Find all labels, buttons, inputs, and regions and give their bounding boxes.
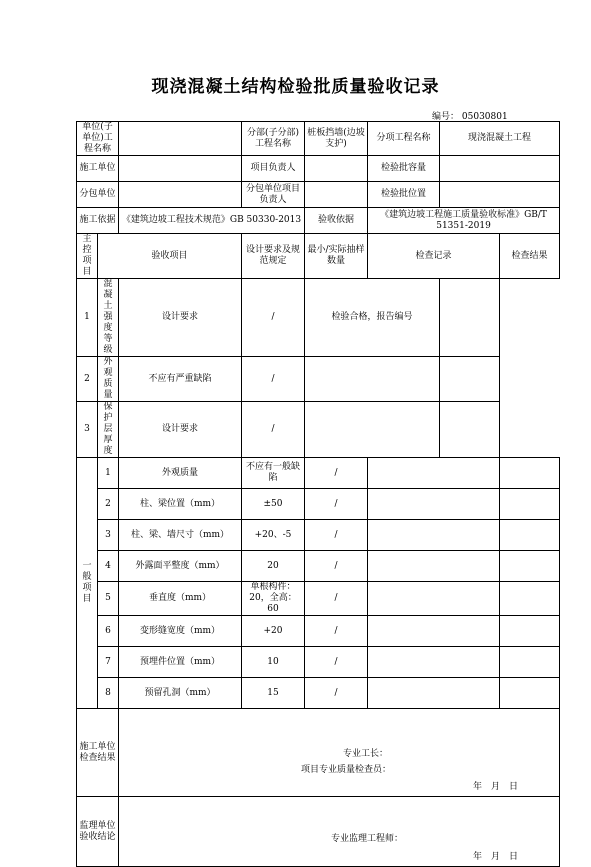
item-requirement: 不应有严重缺陷 [119, 357, 242, 402]
page-title: 现浇混凝土结构检验批质量验收记录 [151, 77, 440, 97]
item-number: 2 [98, 489, 119, 520]
construction-check-area[interactable] [119, 709, 560, 797]
item-sample-count[interactable]: / [305, 520, 368, 551]
item-check-record[interactable] [368, 520, 500, 551]
item-check-record[interactable] [368, 616, 500, 647]
item-check-result[interactable] [440, 279, 500, 357]
construction-check-label: 施工单位检查结果 [77, 709, 119, 797]
item-number: 4 [98, 551, 119, 582]
accept-basis-value: 《建筑边坡工程施工质量验收标准》GB/T 51351-2019 [368, 208, 560, 234]
capacity-value[interactable] [440, 156, 560, 182]
pm-value[interactable] [305, 156, 368, 182]
unit-label: 单位(子单位)工程名称 [77, 122, 119, 156]
item-requirement: ±50 [242, 489, 305, 520]
item-name: 外露面平整度（mm） [119, 551, 242, 582]
engineer-signature-label: 专业监理工程师： [331, 834, 404, 844]
item-name: 变形缝宽度（mm） [119, 616, 242, 647]
inspection-form [76, 121, 560, 867]
code-value: 05030801 [461, 112, 508, 122]
table-row [77, 616, 560, 647]
subcontractor-label: 分包单位 [77, 182, 119, 208]
table-row [77, 520, 560, 551]
item-check-record[interactable] [305, 402, 440, 458]
item-sample-count[interactable]: / [305, 647, 368, 678]
item-check-record[interactable] [305, 357, 440, 402]
item-check-record[interactable] [368, 647, 500, 678]
constructor-value[interactable] [119, 156, 242, 182]
item-number: 7 [98, 647, 119, 678]
accept-basis-label: 验收依据 [305, 208, 368, 234]
item-number: 2 [77, 357, 98, 402]
supervision-date-label: 年 月 日 [473, 852, 519, 862]
item-requirement: 10 [242, 647, 305, 678]
location-value[interactable] [440, 182, 560, 208]
item-check-result[interactable] [500, 489, 560, 520]
item-number: 6 [98, 616, 119, 647]
item-name: 柱、梁、墙尺寸（mm） [119, 520, 242, 551]
division-label: 分部(子分部)工程名称 [242, 122, 305, 156]
item-name: 混凝土强度等级 [98, 279, 119, 357]
table-row [77, 551, 560, 582]
item-number: 3 [98, 520, 119, 551]
item-name: 外观质量 [119, 458, 242, 489]
constructor-label: 施工单位 [77, 156, 119, 182]
col-result-header: 检查结果 [500, 234, 560, 279]
table-row [77, 489, 560, 520]
item-check-result[interactable] [500, 678, 560, 709]
col-record-header: 检查记录 [368, 234, 500, 279]
col-item-header: 验收项目 [98, 234, 242, 279]
division-value[interactable]: 桩板挡墙(边坡支护) [305, 122, 368, 156]
subitem-value[interactable]: 现浇混凝土工程 [440, 122, 560, 156]
subitem-label: 分项工程名称 [368, 122, 440, 156]
table-row [77, 647, 560, 678]
item-number: 1 [98, 458, 119, 489]
item-sample-count[interactable]: / [242, 357, 305, 402]
general-group-label: 一般项目 [77, 458, 98, 709]
foreman-signature-label: 专业工长： [343, 749, 389, 759]
item-check-result[interactable] [500, 616, 560, 647]
basis-value: 《建筑边坡工程技术规范》GB 50330-2013 [119, 208, 305, 234]
main-group-label: 主控项目 [77, 234, 98, 279]
item-name: 柱、梁位置（mm） [119, 489, 242, 520]
item-requirement: +20、-5 [242, 520, 305, 551]
item-requirement: 20 [242, 551, 305, 582]
item-name: 保护层厚度 [98, 402, 119, 458]
item-check-record[interactable] [368, 489, 500, 520]
construction-date-label: 年 月 日 [473, 782, 519, 792]
item-sample-count[interactable]: / [305, 551, 368, 582]
code-label: 编号： [432, 112, 460, 122]
item-requirement: +20 [242, 616, 305, 647]
item-check-result[interactable] [440, 402, 500, 458]
item-check-result[interactable] [500, 582, 560, 616]
item-name: 预埋件位置（mm） [119, 647, 242, 678]
sub-pm-value[interactable] [305, 182, 368, 208]
item-sample-count[interactable]: / [242, 402, 305, 458]
item-check-record[interactable]: 检验合格，报告编号 [305, 279, 440, 357]
item-sample-count[interactable]: / [305, 678, 368, 709]
item-name: 垂直度（mm） [119, 582, 242, 616]
table-row [77, 279, 560, 357]
table-row [77, 678, 560, 709]
item-sample-count[interactable]: / [305, 489, 368, 520]
item-sample-count[interactable]: / [305, 458, 368, 489]
table-row [77, 458, 560, 489]
item-requirement: 设计要求 [119, 402, 242, 458]
item-check-result[interactable] [500, 458, 560, 489]
pm-label: 项目负责人 [242, 156, 305, 182]
item-check-record[interactable] [368, 678, 500, 709]
item-number: 5 [98, 582, 119, 616]
item-check-result[interactable] [440, 357, 500, 402]
item-requirement: 单根构件：20，全高：60 [242, 582, 305, 616]
item-sample-count[interactable]: / [305, 582, 368, 616]
item-check-record[interactable] [368, 458, 500, 489]
item-name: 预留孔洞（mm） [119, 678, 242, 709]
item-check-record[interactable] [368, 551, 500, 582]
item-check-record[interactable] [368, 582, 500, 616]
col-sample-header: 最小/实际抽样数量 [305, 234, 368, 279]
item-check-result[interactable] [500, 551, 560, 582]
item-number: 8 [98, 678, 119, 709]
item-sample-count[interactable]: / [242, 279, 305, 357]
item-requirement: 15 [242, 678, 305, 709]
location-label: 检验批位置 [368, 182, 440, 208]
item-requirement: 设计要求 [119, 279, 242, 357]
table-row [77, 357, 560, 402]
supervision-check-label: 监理单位验收结论 [77, 797, 119, 867]
item-number: 1 [77, 279, 98, 357]
basis-label: 施工依据 [77, 208, 119, 234]
item-requirement: 不应有一般缺陷 [242, 458, 305, 489]
table-row [77, 582, 560, 616]
inspector-signature-label: 项目专业质量检查员： [301, 765, 392, 775]
capacity-label: 检验批容量 [368, 156, 440, 182]
unit-value[interactable] [119, 122, 242, 156]
sub-pm-label: 分包单位项目负责人 [242, 182, 305, 208]
table-row [77, 402, 560, 458]
item-check-result[interactable] [500, 520, 560, 551]
item-number: 3 [77, 402, 98, 458]
col-requirement-header: 设计要求及规范规定 [242, 234, 305, 279]
item-sample-count[interactable]: / [305, 616, 368, 647]
subcontractor-value[interactable] [119, 182, 242, 208]
supervision-check-area[interactable] [119, 797, 560, 867]
item-name: 外观质量 [98, 357, 119, 402]
item-check-result[interactable] [500, 647, 560, 678]
